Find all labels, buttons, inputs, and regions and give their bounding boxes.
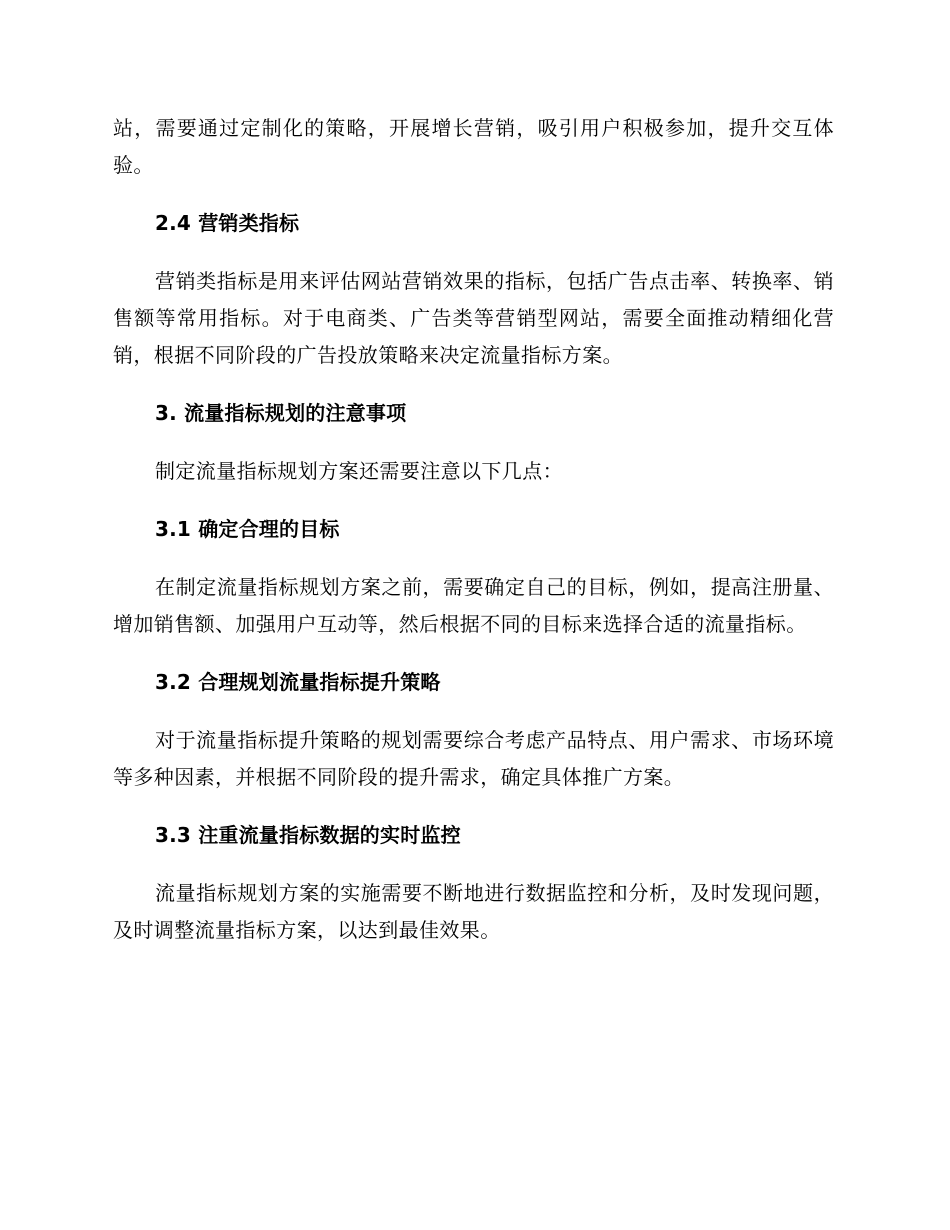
paragraph-intro-continued: 站，需要通过定制化的策略，开展增长营销，吸引用户积极参加，提升交互体验。 <box>113 116 834 177</box>
paragraph-notes-intro: 制定流量指标规划方案还需要注意以下几点： <box>155 459 563 483</box>
heading-3: 3. 流量指标规划的注意事项 <box>155 401 407 425</box>
paragraph-plan-strategy: 对于流量指标提升策略的规划需要综合考虑产品特点、用户需求、市场环境等多种因素，并根据不同阶段的提升需求，确定具体推广方案。 <box>113 728 834 789</box>
paragraph-marketing-metrics: 营销类指标是用来评估网站营销效果的指标，包括广告点击率、转换率、销售额等常用指标。对于电商类、广告类等营销型网站，需要全面推动精细化营销，根据不同阶段的广告投放策略来决定流量指标方案。 <box>113 269 834 367</box>
paragraph-set-goals: 在制定流量指标规划方案之前，需要确定自己的目标，例如，提高注册量、增加销售额、加强用户互动等，然后根据不同的目标来选择合适的流量指标。 <box>113 575 834 636</box>
heading-3-1: 3.1 确定合理的目标 <box>155 517 340 541</box>
heading-3-2: 3.2 合理规划流量指标提升策略 <box>155 670 441 694</box>
paragraph-realtime-monitoring: 流量指标规划方案的实施需要不断地进行数据监控和分析，及时发现问题，及时调整流量指标方案，以达到最佳效果。 <box>113 881 834 942</box>
heading-2-4: 2.4 营销类指标 <box>155 211 300 235</box>
heading-3-3: 3.3 注重流量指标数据的实时监控 <box>155 823 461 847</box>
